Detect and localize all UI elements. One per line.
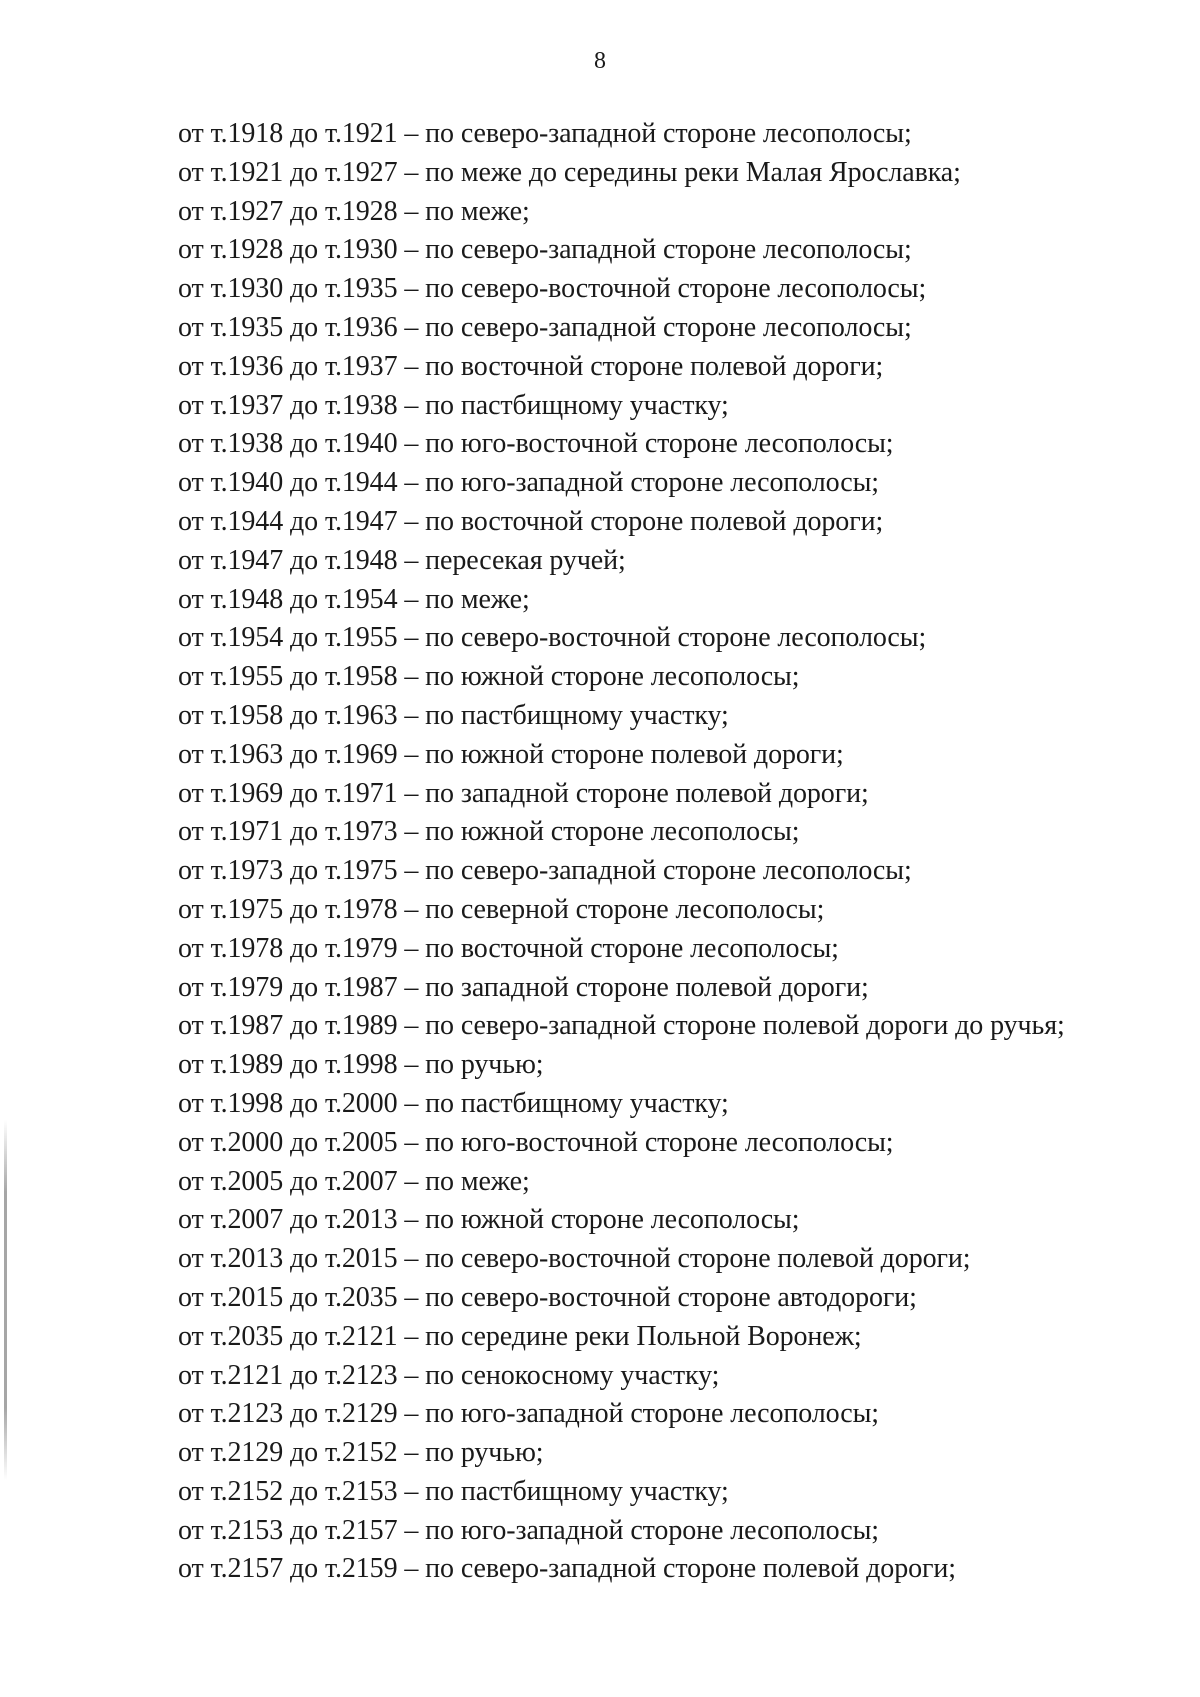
- boundary-line: от т.1969 до т.1971 – по западной стороне полевой дороги;: [178, 777, 869, 809]
- boundary-line: от т.1975 до т.1978 – по северной стороне лесополосы;: [178, 893, 825, 925]
- boundary-line: от т.1958 до т.1963 – по пастбищному участку;: [178, 699, 729, 731]
- boundary-line: от т.1927 до т.1928 – по меже;: [178, 195, 530, 227]
- boundary-line: от т.1963 до т.1969 – по южной стороне полевой дороги;: [178, 738, 844, 770]
- boundary-line: от т.1940 до т.1944 – по юго-западной стороне лесополосы;: [178, 467, 879, 499]
- boundary-line: от т.1989 до т.1998 – по ручью;: [178, 1049, 544, 1081]
- boundary-line: от т.1921 до т.1927 – по меже до середины реки Малая Ярославка;: [178, 156, 961, 188]
- boundary-line: от т.1928 до т.1930 – по северо-западной стороне лесополосы;: [178, 234, 912, 266]
- boundary-line: от т.2123 до т.2129 – по юго-западной стороне лесополосы;: [178, 1398, 879, 1430]
- boundary-description-list: [178, 115, 1178, 1589]
- boundary-line: от т.1918 до т.1921 – по северо-западной стороне лесополосы;: [178, 118, 912, 149]
- boundary-line: от т.2015 до т.2035 – по северо-восточной стороне автодороги;: [178, 1281, 917, 1313]
- boundary-line: от т.2007 до т.2013 – по южной стороне лесополосы;: [178, 1204, 800, 1236]
- boundary-line: от т.1944 до т.1947 – по восточной стороне полевой дороги;: [178, 505, 884, 537]
- boundary-line: от т.2121 до т.2123 – по сенокосному участку;: [178, 1359, 720, 1391]
- boundary-line: от т.1973 до т.1975 – по северо-западной стороне лесополосы;: [178, 855, 912, 887]
- boundary-line: от т.1937 до т.1938 – по пастбищному участку;: [178, 389, 729, 421]
- scan-edge-mark: [4, 1120, 7, 1480]
- boundary-line: от т.2129 до т.2152 – по ручью;: [178, 1437, 544, 1469]
- boundary-line: от т.1935 до т.1936 – по северо-западной стороне лесополосы;: [178, 311, 912, 343]
- boundary-line: от т.1947 до т.1948 – пересекая ручей;: [178, 544, 626, 576]
- boundary-line: от т.2153 до т.2157 – по юго-западной стороне лесополосы;: [178, 1514, 879, 1546]
- boundary-line: от т.1978 до т.1979 – по восточной стороне лесополосы;: [178, 932, 839, 964]
- page-number: 8: [594, 48, 606, 74]
- boundary-line: от т.1948 до т.1954 – по меже;: [178, 583, 530, 615]
- boundary-line: от т.1954 до т.1955 – по северо-восточной стороне лесополосы;: [178, 622, 927, 654]
- boundary-line: от т.2005 до т.2007 – по меже;: [178, 1165, 530, 1197]
- boundary-line: от т.1971 до т.1973 – по южной стороне лесополосы;: [178, 816, 800, 848]
- boundary-line: от т.1930 до т.1935 – по северо-восточной стороне лесополосы;: [178, 273, 927, 305]
- boundary-line: от т.2000 до т.2005 – по юго-восточной стороне лесополосы;: [178, 1126, 894, 1158]
- boundary-line: от т.1938 до т.1940 – по юго-восточной стороне лесополосы;: [178, 428, 894, 460]
- boundary-line: от т.2152 до т.2153 – по пастбищному участку;: [178, 1475, 729, 1507]
- boundary-line: от т.1936 до т.1937 – по восточной стороне полевой дороги;: [178, 350, 884, 382]
- boundary-line: от т.1979 до т.1987 – по западной стороне полевой дороги;: [178, 971, 869, 1003]
- boundary-line: от т.1998 до т.2000 – по пастбищному участку;: [178, 1087, 729, 1119]
- boundary-line: от т.1955 до т.1958 – по южной стороне лесополосы;: [178, 661, 800, 693]
- boundary-line: от т.1987 до т.1989 – по северо-западной стороне полевой дороги до ручья;: [178, 1010, 1065, 1042]
- boundary-line: от т.2157 до т.2159 – по северо-западной стороне полевой дороги;: [178, 1553, 956, 1585]
- boundary-line: от т.2035 до т.2121 – по середине реки Польной Воронеж;: [178, 1320, 862, 1352]
- boundary-line: от т.2013 до т.2015 – по северо-восточной стороне полевой дороги;: [178, 1243, 971, 1275]
